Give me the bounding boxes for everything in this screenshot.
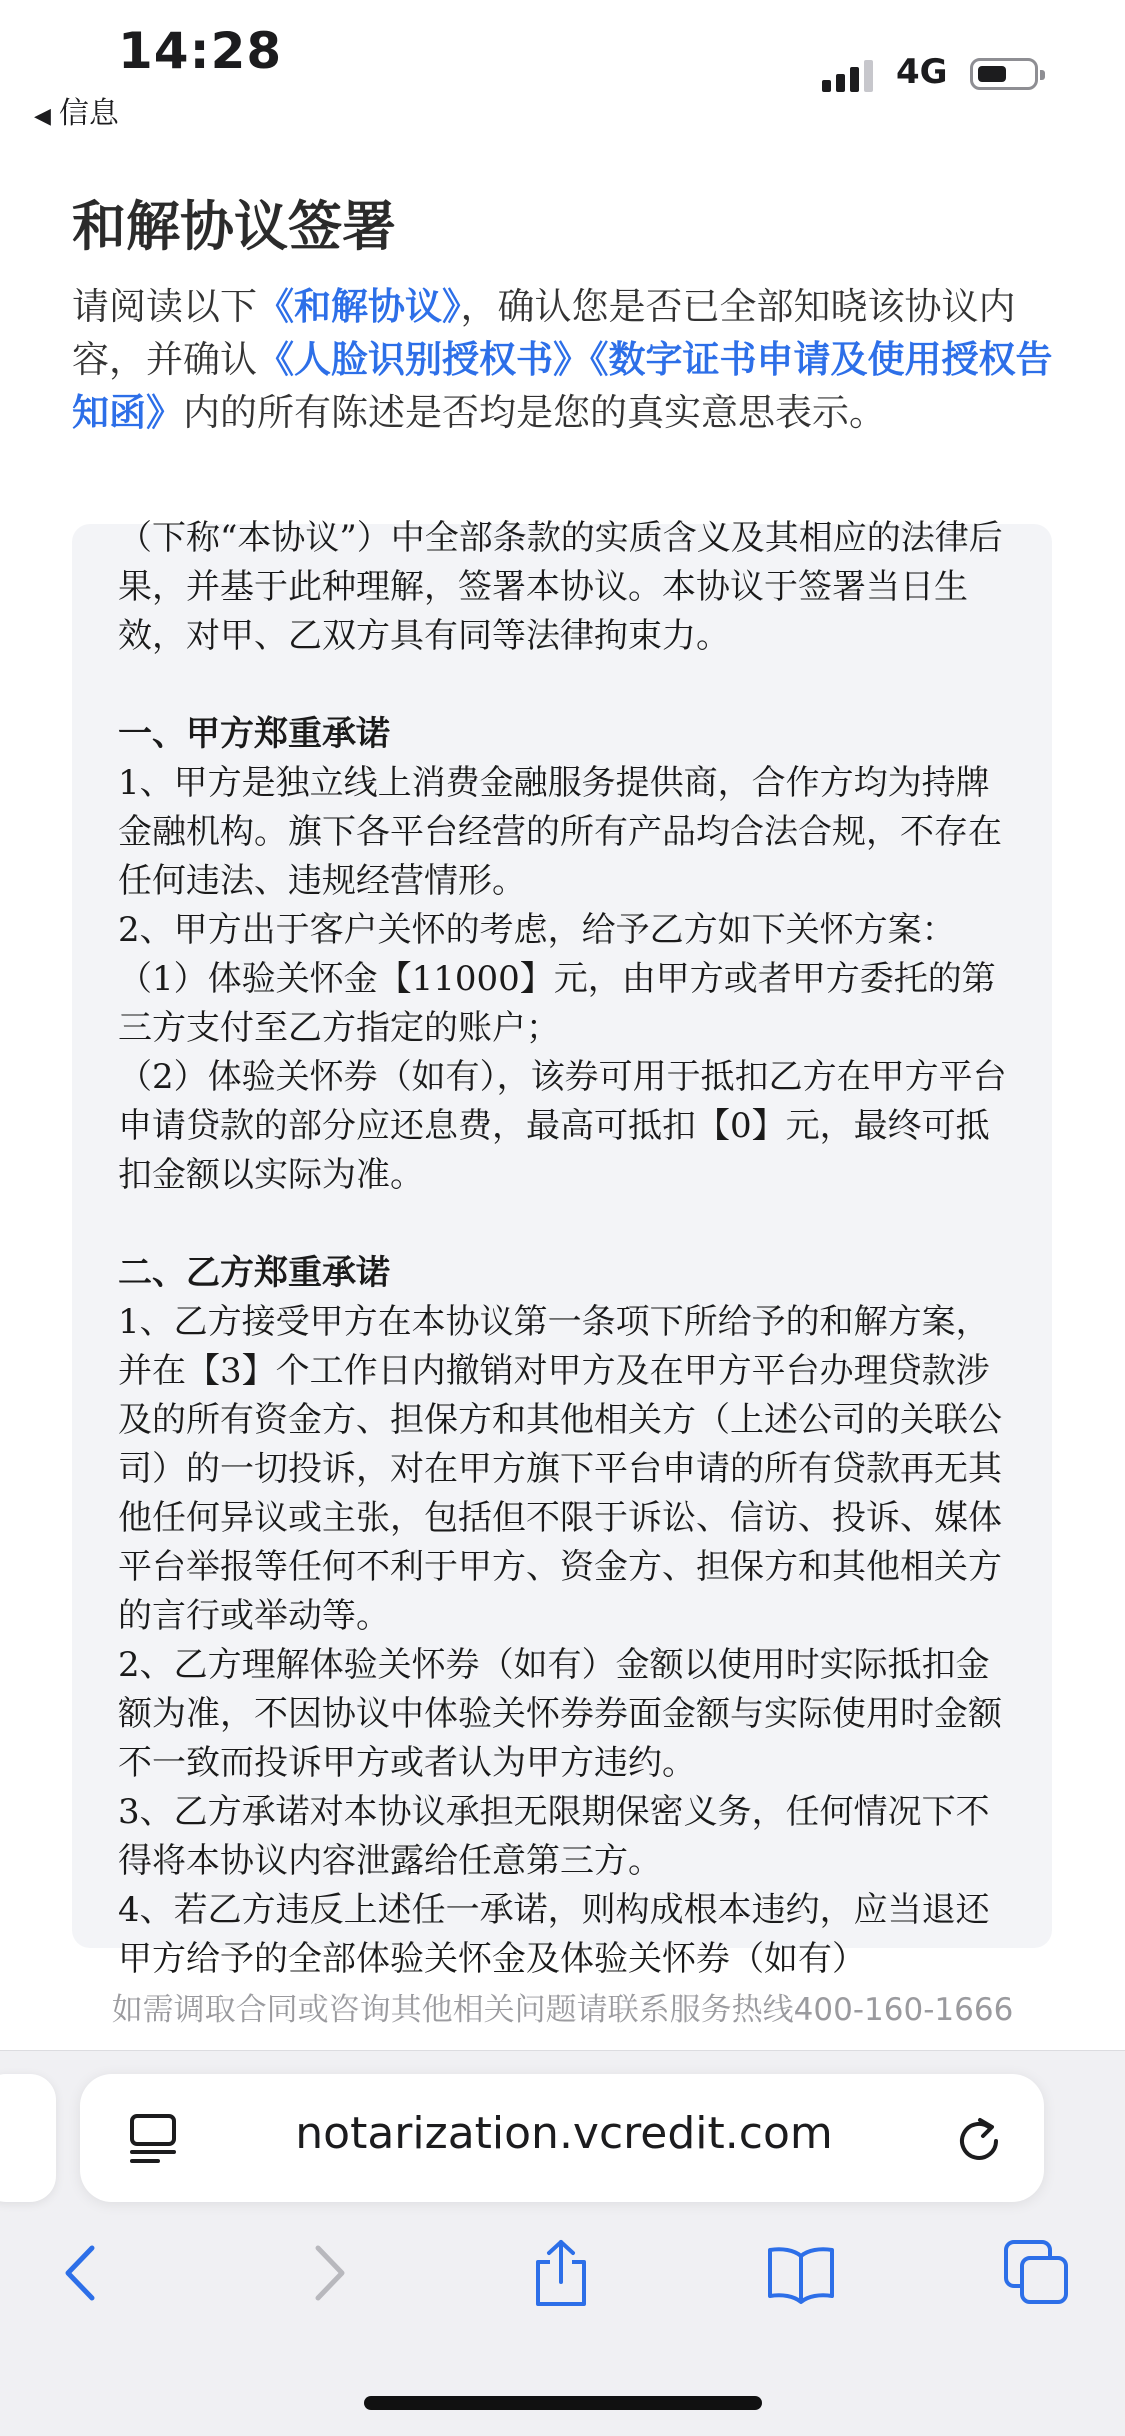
back-to-app-button[interactable] (34, 88, 119, 132)
reload-icon[interactable] (950, 2112, 1008, 2170)
agreement-content (118, 514, 1008, 1984)
intro-part2: ，确认您是否已全部知晓该协议内容，并确认 (72, 285, 1016, 381)
intro-part3: 内的所有陈述是否均是您的真实意思表示。 (183, 391, 886, 434)
status-bar (0, 0, 1125, 140)
home-indicator (364, 2396, 762, 2410)
network-type: 4G (896, 52, 948, 92)
section2-item: 4、若乙方违反上述任一承诺，则构成根本违约，应当退还甲方给予的全部体验关怀金及体验关怀券（如有） (118, 1890, 990, 1979)
agreement-preamble: （下称“本协议”）中全部条款的实质含义及其相应的法律后果，并基于此种理解，签署本协议。本协议于签署当日生效，对甲、乙双方具有同等法律拘束力。 (118, 518, 1003, 656)
agreement-scroll-box[interactable] (72, 518, 1052, 1979)
section2-item: 2、乙方理解体验关怀券（如有）金额以使用时实际抵扣金额为准，不因协议中体验关怀券券面金额与实际使用时金额不一致而投诉甲方或者认为甲方违约。 (118, 1645, 1002, 1783)
section1-heading: 一、甲方郑重承诺 (118, 714, 390, 754)
intro-text (72, 280, 1062, 439)
cellular-signal-icon (822, 58, 878, 92)
previous-tab-card[interactable] (0, 2074, 56, 2202)
forward-icon[interactable] (292, 2238, 362, 2308)
tabs-icon[interactable] (1002, 2238, 1072, 2308)
status-time: 14:28 (118, 22, 283, 80)
bookmarks-icon[interactable] (766, 2238, 836, 2308)
section2-item: 1、乙方接受甲方在本协议第一条项下所给予的和解方案，并在【3】个工作日内撤销对甲方及在甲方平台办理贷款涉及的所有资金方、担保方和其他相关方（上述公司的关联公司）的一切投诉，对在甲方旗下平台申请的所有贷款再无其他任何异议或主张，包括但不限于诉讼、信访、投诉、媒体平台举报等任何不利于甲方、资金方、担保方和其他相关方的言行或举动等。 (118, 1302, 1002, 1636)
page-menu-icon[interactable] (128, 2112, 178, 2166)
url-text[interactable]: notarization.vcredit.com (295, 2108, 833, 2159)
authorization-docs-link[interactable]: 《人脸识别授权书》《数字证书申请及使用授权告知函》 (72, 338, 1053, 434)
back-triangle-icon: ◀ (34, 104, 51, 129)
section1-item: 1、甲方是独立线上消费金融服务提供商，合作方均为持牌金融机构。旗下各平台经营的所有产品均合法合规，不存在任何违法、违规经营情形。 (118, 763, 1002, 901)
section1-item: 2、甲方出于客户关怀的考虑，给予乙方如下关怀方案： (118, 910, 956, 950)
section2-heading: 二、乙方郑重承诺 (118, 1253, 390, 1293)
section1-item: （1）体验关怀金【11000】元，由甲方或者甲方委托的第三方支付至乙方指定的账户； (118, 959, 996, 1048)
settlement-agreement-link[interactable]: 《和解协议》 (257, 285, 461, 328)
service-hotline-text: 如需调取合同或咨询其他相关问题请联系服务热线400-160-1666 (111, 1992, 1014, 2028)
back-app-label: 信息 (58, 96, 119, 131)
share-icon[interactable] (526, 2238, 596, 2308)
section2-item: 3、乙方承诺对本协议承担无限期保密义务，任何情况下不得将本协议内容泄露给任意第三方。 (118, 1792, 990, 1881)
page-title: 和解协议签署 (72, 195, 396, 258)
section1-item: （2）体验关怀券（如有），该券可用于抵扣乙方在甲方平台申请贷款的部分应还息费，最高可抵扣【0】元，最终可抵扣金额以实际为准。 (118, 1057, 1007, 1195)
back-icon[interactable] (48, 2238, 118, 2308)
battery-icon (970, 58, 1038, 90)
intro-part1: 请阅读以下 (72, 285, 257, 328)
